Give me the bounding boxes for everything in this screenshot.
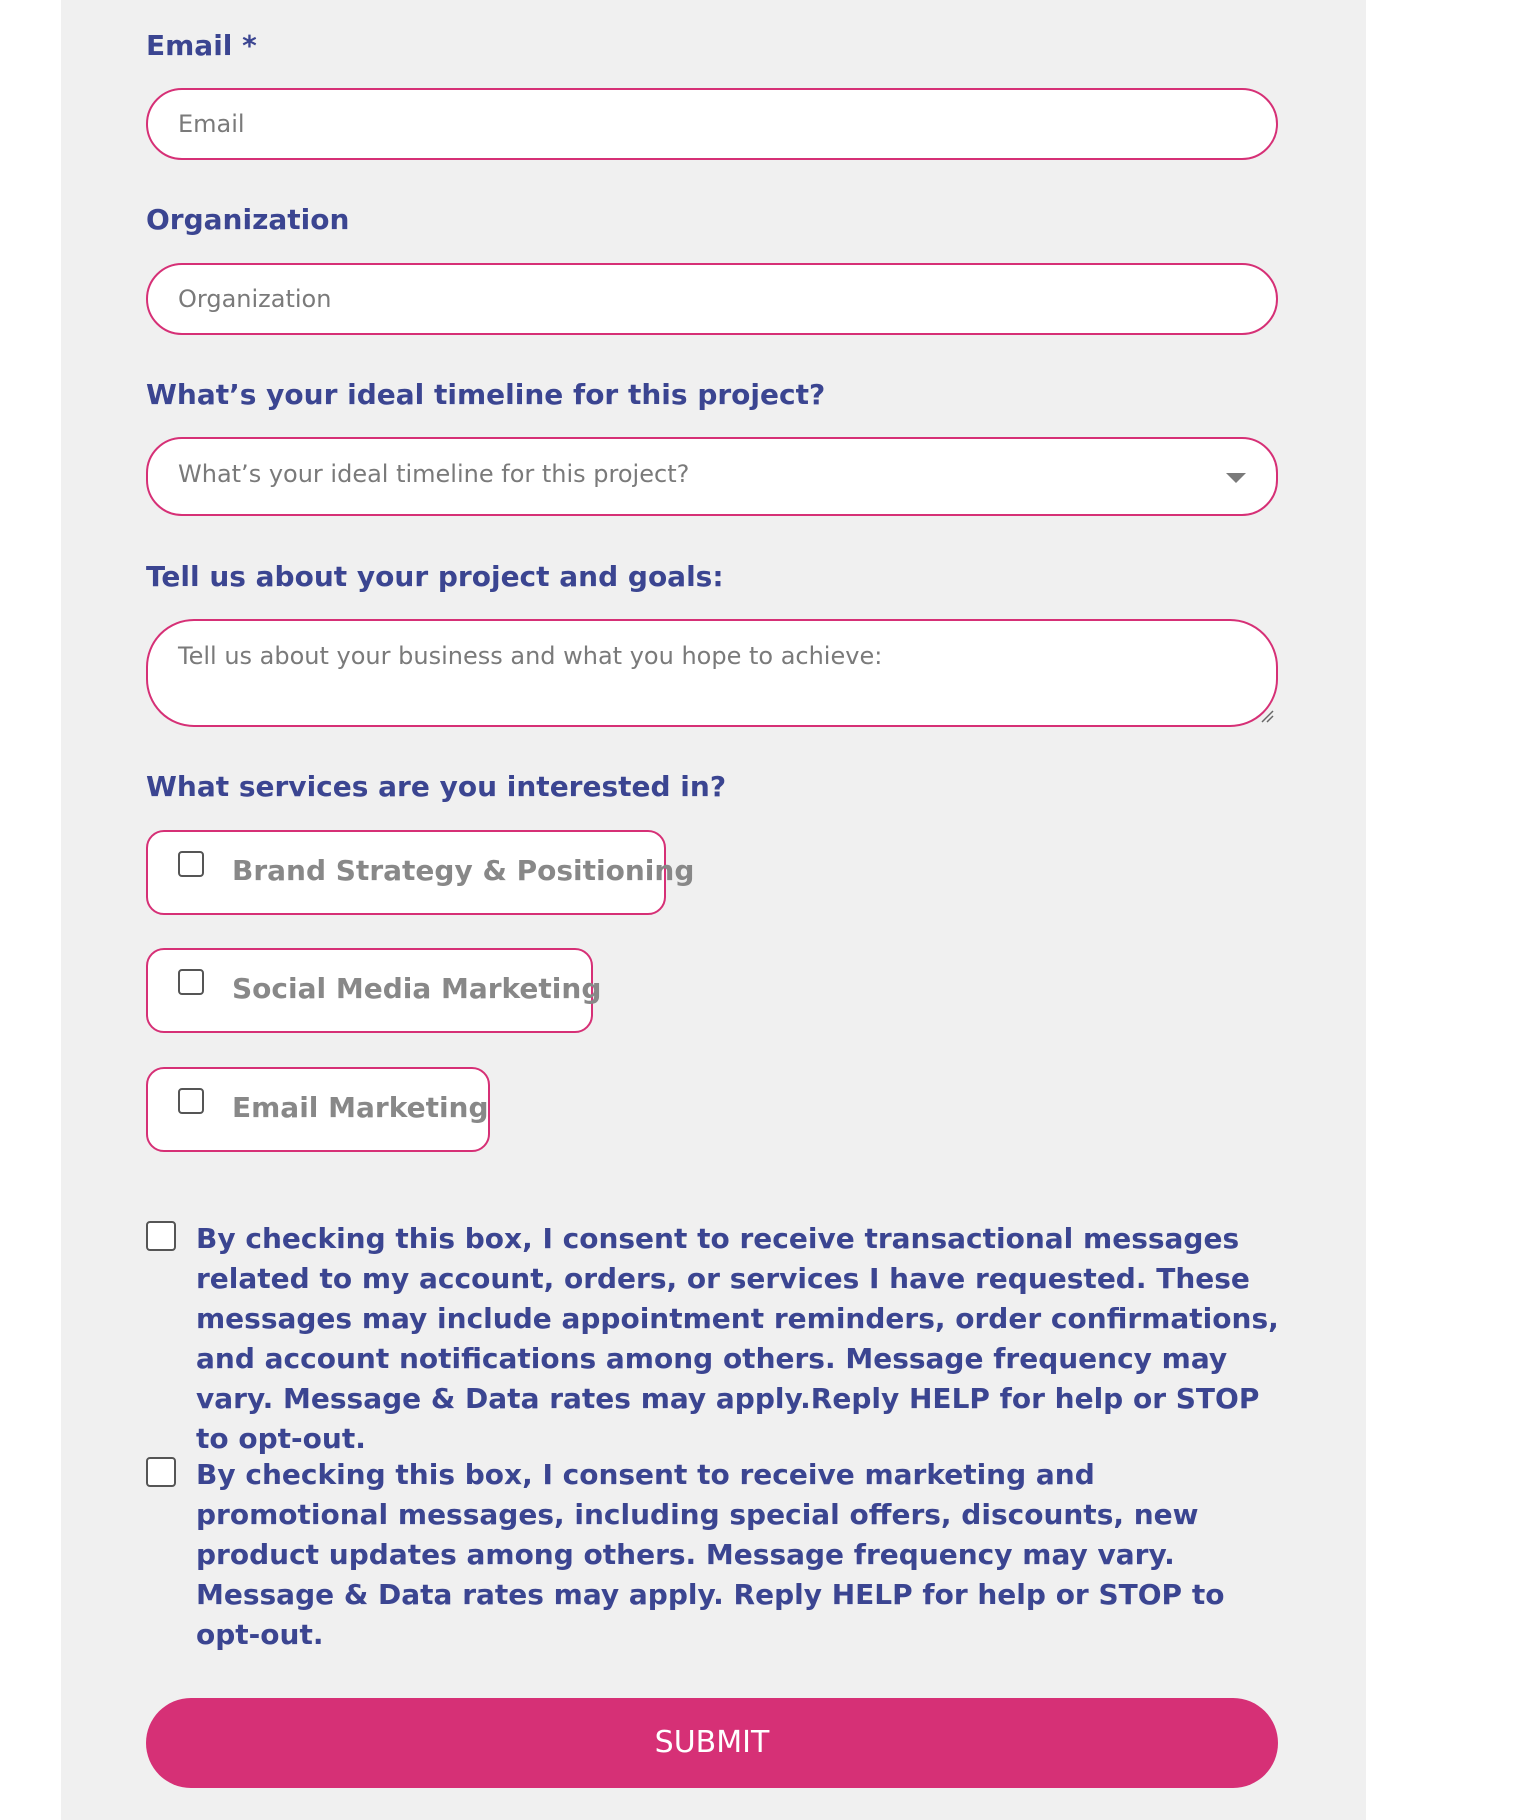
checkbox[interactable] xyxy=(178,851,204,877)
service-option-email-marketing[interactable] xyxy=(146,1067,490,1152)
organization-field[interactable] xyxy=(146,263,1278,335)
service-option-social-media[interactable] xyxy=(146,948,602,1033)
transactional-consent-checkbox[interactable] xyxy=(146,1221,176,1251)
submit-button[interactable]: SUBMIT xyxy=(146,1698,1278,1788)
organization-label: Organization xyxy=(146,203,350,236)
resize-grip-icon[interactable] xyxy=(1260,709,1274,723)
checkbox[interactable] xyxy=(178,969,204,995)
service-option-label: Brand Strategy & Positioning xyxy=(232,854,695,887)
email-label: Email * xyxy=(146,29,257,62)
marketing-consent-checkbox[interactable] xyxy=(146,1457,176,1487)
project-goals-textarea[interactable] xyxy=(146,619,1278,727)
email-placeholder: Email xyxy=(178,110,245,138)
service-option-label: Social Media Marketing xyxy=(232,972,602,1005)
marketing-consent-text: By checking this box, I consent to receive marketing and promotional messages, including special offers, discounts, new product updates among others. Message frequency may vary. Message & Data rates may apply. Reply HELP for help or STOP to opt-out. xyxy=(196,1458,1225,1651)
project-goals-placeholder: Tell us about your business and what you hope to achieve: xyxy=(178,642,883,670)
project-goals-label: Tell us about your project and goals: xyxy=(146,560,724,593)
checkbox[interactable] xyxy=(178,1088,204,1114)
timeline-placeholder: What’s your ideal timeline for this project? xyxy=(178,460,690,488)
timeline-select[interactable] xyxy=(146,437,1278,516)
service-option-brand-strategy[interactable] xyxy=(146,830,695,915)
chevron-down-icon xyxy=(1226,473,1246,483)
timeline-label: What’s your ideal timeline for this project? xyxy=(146,378,826,411)
service-option-label: Email Marketing xyxy=(232,1091,489,1124)
services-label: What services are you interested in? xyxy=(146,770,727,803)
organization-placeholder: Organization xyxy=(178,285,332,313)
email-field[interactable] xyxy=(146,88,1278,160)
transactional-consent-text: By checking this box, I consent to receive transactional messages related to my account, orders, or services I have requested. These messages may include appointment reminders, order confirmations, and account notifications among others. Message frequency may vary. Message & Data rates may apply.Reply HELP for help or STOP to opt-out. xyxy=(196,1222,1279,1455)
